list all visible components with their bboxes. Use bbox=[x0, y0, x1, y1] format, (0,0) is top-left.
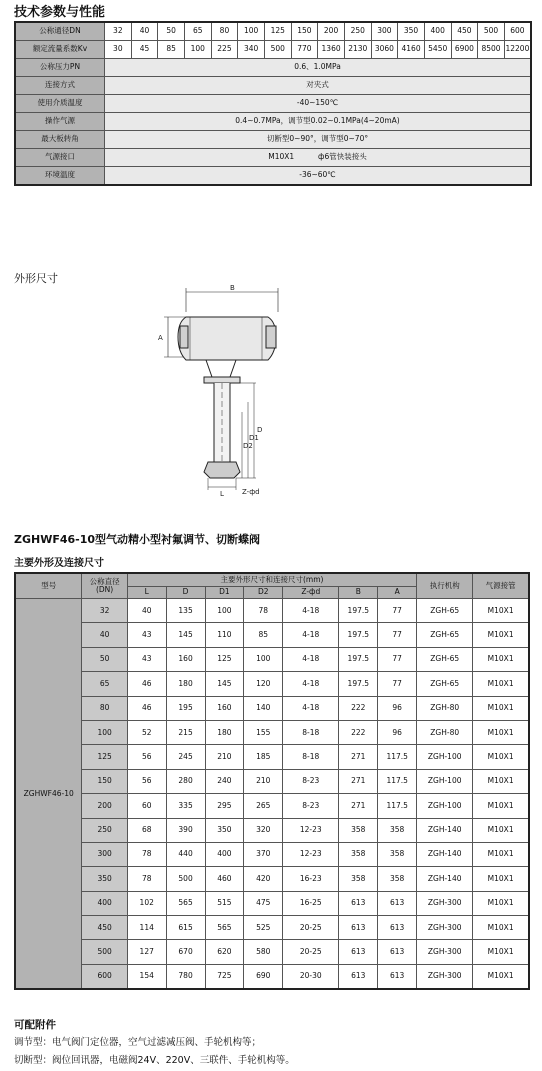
table-cell: 16-25 bbox=[283, 891, 339, 915]
table-cell: M10X1 bbox=[473, 647, 529, 671]
param-label: 连接方式 bbox=[15, 77, 105, 95]
table-cell: 4-18 bbox=[283, 672, 339, 696]
param-value: 12200 bbox=[504, 41, 531, 59]
drawing-label-b: B bbox=[230, 284, 235, 292]
table-cell: 525 bbox=[244, 916, 283, 940]
table-cell: 222 bbox=[339, 720, 378, 744]
col-air-header: 气源接管 bbox=[473, 573, 529, 599]
param-value: -36~60℃ bbox=[105, 167, 532, 186]
table-cell: 100 bbox=[205, 599, 244, 623]
table-cell: 420 bbox=[244, 867, 283, 891]
table-cell: 20-25 bbox=[283, 916, 339, 940]
accessories-title: 可配附件 bbox=[14, 1019, 56, 1031]
dims-subheader: A bbox=[378, 587, 417, 599]
col-model-header: 型号 bbox=[15, 573, 82, 599]
table-cell: 117.5 bbox=[378, 745, 417, 769]
table-cell: 4-18 bbox=[283, 696, 339, 720]
table-cell: 725 bbox=[205, 964, 244, 989]
table-cell: 78 bbox=[244, 599, 283, 623]
table-row bbox=[15, 720, 529, 744]
param-value: 250 bbox=[344, 22, 371, 41]
table-cell: 135 bbox=[166, 599, 205, 623]
param-value: 300 bbox=[371, 22, 398, 41]
table-cell: 77 bbox=[378, 599, 417, 623]
table-cell: M10X1 bbox=[473, 964, 529, 989]
table-cell: 300 bbox=[82, 842, 127, 866]
table-cell: 8-18 bbox=[283, 745, 339, 769]
table-cell: 52 bbox=[127, 720, 166, 744]
param-value: 0.4~0.7MPa，调节型0.02~0.1MPa(4~20mA) bbox=[105, 113, 532, 131]
dims-table-title: 主要外形及连接尺寸 bbox=[14, 558, 104, 569]
table-cell: 150 bbox=[82, 769, 127, 793]
table-cell: ZGH-65 bbox=[417, 647, 473, 671]
table-cell: 50 bbox=[82, 647, 127, 671]
table-cell: 8-18 bbox=[283, 720, 339, 744]
table-cell: 80 bbox=[82, 696, 127, 720]
product-title: ZGHWF46-10型气动精小型衬氟调节、切断蝶阀 bbox=[14, 533, 261, 546]
valve-outline-drawing bbox=[150, 282, 300, 507]
col-actuator-header: 执行机构 bbox=[417, 573, 473, 599]
param-label: 操作气源 bbox=[15, 113, 105, 131]
param-label: 使用介质温度 bbox=[15, 95, 105, 113]
table-cell: 100 bbox=[82, 720, 127, 744]
table-cell: M10X1 bbox=[473, 769, 529, 793]
table-row bbox=[15, 599, 529, 623]
param-value: 切断型0~90°，调节型0~70° bbox=[105, 131, 532, 149]
param-label: 最大板转角 bbox=[15, 131, 105, 149]
table-cell: 271 bbox=[339, 745, 378, 769]
table-cell: 96 bbox=[378, 720, 417, 744]
drawing-label-zd: Z-фd bbox=[242, 488, 260, 496]
table-cell: 370 bbox=[244, 842, 283, 866]
table-cell: 56 bbox=[127, 769, 166, 793]
table-cell: 160 bbox=[166, 647, 205, 671]
table-cell: 40 bbox=[127, 599, 166, 623]
table-cell: 140 bbox=[244, 696, 283, 720]
table-cell: ZGH-65 bbox=[417, 623, 473, 647]
table-cell: 56 bbox=[127, 745, 166, 769]
table-cell: 43 bbox=[127, 623, 166, 647]
table-cell: M10X1 bbox=[473, 916, 529, 940]
table-cell: ZGH-300 bbox=[417, 940, 473, 964]
param-value: 2130 bbox=[344, 41, 371, 59]
table-cell: M10X1 bbox=[473, 623, 529, 647]
table-cell: 613 bbox=[339, 964, 378, 989]
param-value: 4160 bbox=[398, 41, 425, 59]
table-cell: 390 bbox=[166, 818, 205, 842]
table-cell: 78 bbox=[127, 867, 166, 891]
param-value: -40~150℃ bbox=[105, 95, 532, 113]
table-cell: ZGH-300 bbox=[417, 964, 473, 989]
table-cell: 43 bbox=[127, 647, 166, 671]
table-cell: 120 bbox=[244, 672, 283, 696]
accessories-line1: 调节型：电气阀门定位器，空气过滤减压阀、手轮机构等； bbox=[14, 1037, 262, 1048]
param-value: 3060 bbox=[371, 41, 398, 59]
table-cell: 160 bbox=[205, 696, 244, 720]
param-value: 350 bbox=[398, 22, 425, 41]
table-cell: 68 bbox=[127, 818, 166, 842]
table-cell: 195 bbox=[166, 696, 205, 720]
dims-subheader: L bbox=[127, 587, 166, 599]
table-cell: 200 bbox=[82, 794, 127, 818]
table-cell: 197.5 bbox=[339, 623, 378, 647]
table-cell: 117.5 bbox=[378, 794, 417, 818]
param-value: 45 bbox=[131, 41, 158, 59]
model-cell: ZGHWF46-10 bbox=[15, 599, 82, 990]
param-value: 8500 bbox=[478, 41, 505, 59]
table-cell: M10X1 bbox=[473, 745, 529, 769]
drawing-label-d2: D2 bbox=[243, 442, 253, 450]
table-row bbox=[15, 672, 529, 696]
table-cell: 222 bbox=[339, 696, 378, 720]
drawing-label-a: A bbox=[158, 334, 163, 342]
table-cell: 613 bbox=[339, 891, 378, 915]
table-cell: 615 bbox=[166, 916, 205, 940]
table-cell: M10X1 bbox=[473, 842, 529, 866]
table-cell: 8-23 bbox=[283, 794, 339, 818]
table-cell: ZGH-300 bbox=[417, 916, 473, 940]
table-cell: 271 bbox=[339, 769, 378, 793]
dims-subheader: D2 bbox=[244, 587, 283, 599]
table-cell: 96 bbox=[378, 696, 417, 720]
table-cell: 613 bbox=[378, 891, 417, 915]
param-value: 340 bbox=[238, 41, 265, 59]
table-cell: 155 bbox=[244, 720, 283, 744]
param-value: 500 bbox=[478, 22, 505, 41]
dims-subheader: B bbox=[339, 587, 378, 599]
table-cell: 77 bbox=[378, 647, 417, 671]
table-row bbox=[15, 623, 529, 647]
param-value: 0.6、1.0MPa bbox=[105, 59, 532, 77]
table-cell: ZGH-80 bbox=[417, 696, 473, 720]
table-cell: 210 bbox=[244, 769, 283, 793]
table-cell: M10X1 bbox=[473, 696, 529, 720]
table-cell: 440 bbox=[166, 842, 205, 866]
param-value: 对夹式 bbox=[105, 77, 532, 95]
table-row bbox=[15, 842, 529, 866]
param-label: 气源接口 bbox=[15, 149, 105, 167]
table-cell: 400 bbox=[205, 842, 244, 866]
table-cell: 620 bbox=[205, 940, 244, 964]
table-cell: 215 bbox=[166, 720, 205, 744]
table-cell: ZGH-100 bbox=[417, 769, 473, 793]
table-cell: 65 bbox=[82, 672, 127, 696]
table-cell: 20-30 bbox=[283, 964, 339, 989]
table-cell: 580 bbox=[244, 940, 283, 964]
col-dn-header: 公称直径 (DN) bbox=[82, 573, 127, 599]
param-label: 环境温度 bbox=[15, 167, 105, 186]
table-cell: 8-23 bbox=[283, 769, 339, 793]
drawing-label-d: D bbox=[257, 426, 263, 434]
table-cell: 245 bbox=[166, 745, 205, 769]
table-cell: 613 bbox=[339, 940, 378, 964]
table-cell: 32 bbox=[82, 599, 127, 623]
param-value: 1360 bbox=[318, 41, 345, 59]
table-cell: 117.5 bbox=[378, 769, 417, 793]
table-cell: 613 bbox=[378, 964, 417, 989]
table-cell: 613 bbox=[378, 940, 417, 964]
table-cell: ZGH-140 bbox=[417, 818, 473, 842]
table-cell: 500 bbox=[166, 867, 205, 891]
param-value: 30 bbox=[105, 41, 132, 59]
table-cell: ZGH-300 bbox=[417, 891, 473, 915]
table-cell: 271 bbox=[339, 794, 378, 818]
table-row bbox=[15, 818, 529, 842]
param-value: 150 bbox=[291, 22, 318, 41]
dims-subheader: Z-фd bbox=[283, 587, 339, 599]
table-cell: 185 bbox=[244, 745, 283, 769]
table-cell: M10X1 bbox=[473, 818, 529, 842]
param-value: 80 bbox=[211, 22, 238, 41]
table-cell: 600 bbox=[82, 964, 127, 989]
table-row bbox=[15, 647, 529, 671]
table-cell: 350 bbox=[82, 867, 127, 891]
table-cell: 16-23 bbox=[283, 867, 339, 891]
table-row bbox=[15, 891, 529, 915]
table-cell: M10X1 bbox=[473, 794, 529, 818]
table-cell: 127 bbox=[127, 940, 166, 964]
table-cell: ZGH-100 bbox=[417, 794, 473, 818]
table-cell: M10X1 bbox=[473, 599, 529, 623]
table-cell: 500 bbox=[82, 940, 127, 964]
table-cell: 350 bbox=[205, 818, 244, 842]
table-cell: 460 bbox=[205, 867, 244, 891]
table-cell: 154 bbox=[127, 964, 166, 989]
dimensions-table bbox=[14, 572, 530, 990]
table-cell: 565 bbox=[166, 891, 205, 915]
table-cell: 114 bbox=[127, 916, 166, 940]
param-value: 100 bbox=[184, 41, 211, 59]
param-value: 5450 bbox=[424, 41, 451, 59]
table-cell: ZGH-100 bbox=[417, 745, 473, 769]
table-cell: 46 bbox=[127, 696, 166, 720]
table-cell: 358 bbox=[378, 867, 417, 891]
table-cell: 110 bbox=[205, 623, 244, 647]
table-cell: 197.5 bbox=[339, 672, 378, 696]
table-cell: 125 bbox=[205, 647, 244, 671]
table-cell: 46 bbox=[127, 672, 166, 696]
drawing-label-d1: D1 bbox=[249, 434, 259, 442]
param-value: 770 bbox=[291, 41, 318, 59]
param-value: 32 bbox=[105, 22, 132, 41]
table-cell: 180 bbox=[205, 720, 244, 744]
table-cell: ZGH-65 bbox=[417, 672, 473, 696]
table-cell: 240 bbox=[205, 769, 244, 793]
table-cell: 60 bbox=[127, 794, 166, 818]
table-cell: 565 bbox=[205, 916, 244, 940]
dims-section-title: 外形尺寸 bbox=[14, 272, 58, 285]
table-cell: 280 bbox=[166, 769, 205, 793]
param-value: M10X1 ф6管快装接头 bbox=[105, 149, 532, 167]
table-cell: M10X1 bbox=[473, 940, 529, 964]
table-cell: 4-18 bbox=[283, 623, 339, 647]
table-cell: ZGH-65 bbox=[417, 599, 473, 623]
table-cell: 690 bbox=[244, 964, 283, 989]
table-cell: 4-18 bbox=[283, 599, 339, 623]
table-cell: 358 bbox=[378, 842, 417, 866]
table-cell: 4-18 bbox=[283, 647, 339, 671]
table-row bbox=[15, 769, 529, 793]
table-row bbox=[15, 794, 529, 818]
table-row bbox=[15, 940, 529, 964]
table-cell: 613 bbox=[339, 916, 378, 940]
col-group-header: 主要外形尺寸和连接尺寸(mm) bbox=[127, 573, 416, 587]
table-cell: 358 bbox=[339, 842, 378, 866]
table-cell: 265 bbox=[244, 794, 283, 818]
table-cell: M10X1 bbox=[473, 867, 529, 891]
table-row bbox=[15, 964, 529, 989]
param-label: 公称通径DN bbox=[15, 22, 105, 41]
param-value: 200 bbox=[318, 22, 345, 41]
table-cell: 102 bbox=[127, 891, 166, 915]
table-cell: 613 bbox=[378, 916, 417, 940]
table-row bbox=[15, 867, 529, 891]
accessories-line2: 切断型：阀位回讯器，电磁阀24V、220V、三联件、手轮机构等。 bbox=[14, 1055, 295, 1066]
table-row bbox=[15, 916, 529, 940]
table-cell: 450 bbox=[82, 916, 127, 940]
table-cell: 400 bbox=[82, 891, 127, 915]
param-value: 450 bbox=[451, 22, 478, 41]
table-cell: 180 bbox=[166, 672, 205, 696]
table-cell: 100 bbox=[244, 647, 283, 671]
table-cell: 40 bbox=[82, 623, 127, 647]
table-cell: 85 bbox=[244, 623, 283, 647]
param-value: 85 bbox=[158, 41, 185, 59]
table-cell: ZGH-140 bbox=[417, 842, 473, 866]
table-cell: M10X1 bbox=[473, 672, 529, 696]
param-value: 50 bbox=[158, 22, 185, 41]
table-cell: M10X1 bbox=[473, 720, 529, 744]
table-cell: 77 bbox=[378, 672, 417, 696]
table-cell: M10X1 bbox=[473, 891, 529, 915]
params-section-title: 技术参数与性能 bbox=[14, 5, 106, 20]
table-cell: 197.5 bbox=[339, 647, 378, 671]
drawing-label-l: L bbox=[220, 490, 224, 498]
table-cell: 250 bbox=[82, 818, 127, 842]
table-cell: 12-23 bbox=[283, 818, 339, 842]
table-cell: 358 bbox=[378, 818, 417, 842]
table-cell: ZGH-80 bbox=[417, 720, 473, 744]
param-value: 40 bbox=[131, 22, 158, 41]
table-cell: 670 bbox=[166, 940, 205, 964]
dims-subheader: D1 bbox=[205, 587, 244, 599]
table-cell: 780 bbox=[166, 964, 205, 989]
table-cell: 197.5 bbox=[339, 599, 378, 623]
param-value: 600 bbox=[504, 22, 531, 41]
table-row bbox=[15, 696, 529, 720]
table-cell: 145 bbox=[205, 672, 244, 696]
param-value: 65 bbox=[184, 22, 211, 41]
table-cell: 295 bbox=[205, 794, 244, 818]
table-cell: 475 bbox=[244, 891, 283, 915]
table-cell: 145 bbox=[166, 623, 205, 647]
table-cell: 20-25 bbox=[283, 940, 339, 964]
param-value: 225 bbox=[211, 41, 238, 59]
table-cell: 210 bbox=[205, 745, 244, 769]
table-cell: 358 bbox=[339, 867, 378, 891]
param-label: 额定流量系数Kv bbox=[15, 41, 105, 59]
table-cell: ZGH-140 bbox=[417, 867, 473, 891]
table-cell: 12-23 bbox=[283, 842, 339, 866]
table-cell: 358 bbox=[339, 818, 378, 842]
table-cell: 125 bbox=[82, 745, 127, 769]
param-value: 500 bbox=[264, 41, 291, 59]
param-value: 100 bbox=[238, 22, 265, 41]
params-table bbox=[14, 21, 532, 186]
param-label: 公称压力PN bbox=[15, 59, 105, 77]
table-cell: 335 bbox=[166, 794, 205, 818]
table-cell: 515 bbox=[205, 891, 244, 915]
table-cell: 320 bbox=[244, 818, 283, 842]
table-row bbox=[15, 745, 529, 769]
table-cell: 77 bbox=[378, 623, 417, 647]
param-value: 400 bbox=[424, 22, 451, 41]
dims-subheader: D bbox=[166, 587, 205, 599]
table-cell: 78 bbox=[127, 842, 166, 866]
param-value: 6900 bbox=[451, 41, 478, 59]
param-value: 125 bbox=[264, 22, 291, 41]
